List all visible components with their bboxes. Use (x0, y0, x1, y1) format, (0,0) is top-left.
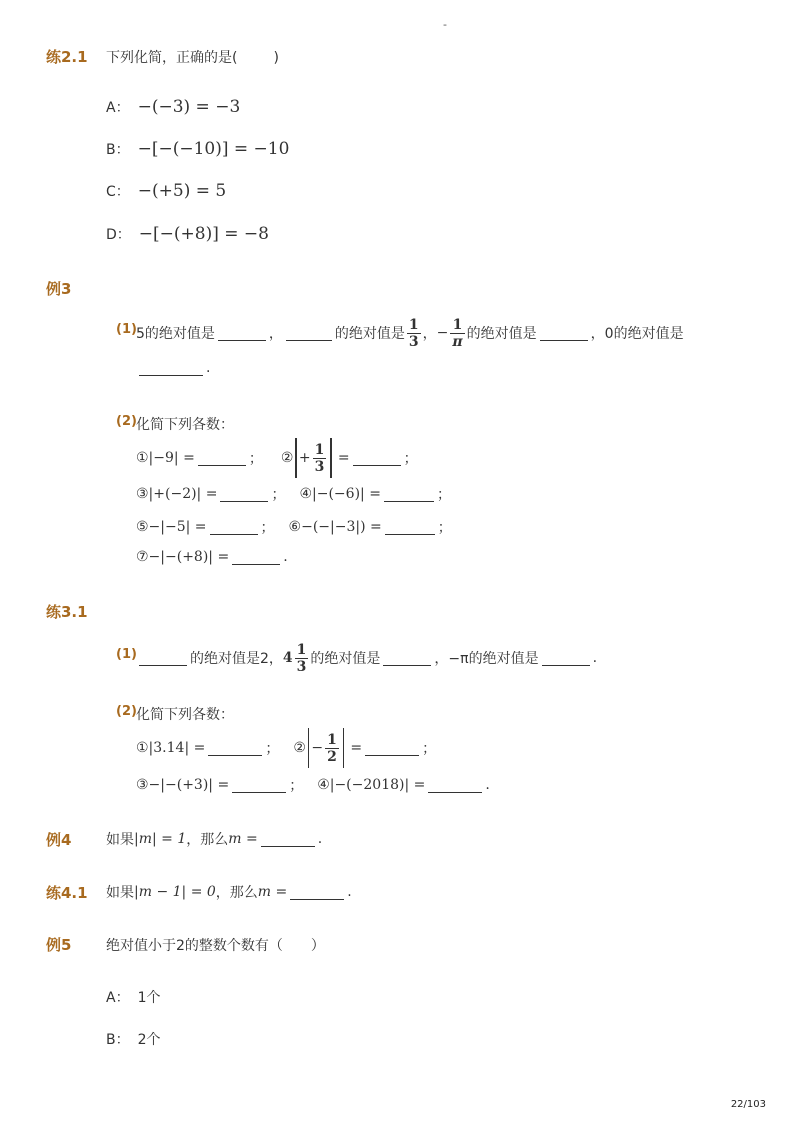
option-b[interactable] (106, 139, 289, 159)
item-6: ⑥−(−|−3|) = (288, 519, 382, 535)
example-3-row-1 (136, 437, 418, 479)
example-3-row-3 (136, 517, 452, 537)
period: . (347, 884, 352, 900)
math-expr: m = (257, 884, 288, 900)
text: ， (422, 326, 437, 342)
example-4-question (106, 829, 322, 849)
answer-blank[interactable] (232, 778, 286, 793)
option-expr: −[−(+8)] = −8 (138, 224, 269, 244)
abs-bar (343, 728, 345, 768)
exercise-3-1-row-2 (136, 775, 490, 795)
semicolon: ； (260, 520, 275, 536)
example-3-part-1 (136, 313, 684, 353)
item-3: ③−|−(+3)| = (136, 777, 230, 793)
semicolon: ； (265, 741, 280, 757)
answer-blank[interactable] (385, 520, 435, 535)
example-3-part-2-num: (2) (116, 414, 137, 429)
math-expr: |m| = 1 (134, 831, 187, 847)
example-3-row-2 (136, 484, 451, 504)
option-key: D： (106, 227, 131, 243)
answer-blank[interactable] (232, 550, 280, 565)
option-expr: −(−3) = −3 (137, 97, 241, 117)
example-4-label: 例4 (46, 831, 72, 849)
fraction (407, 317, 421, 350)
item-4: ④|−(−6)| = (299, 486, 381, 502)
period: . (283, 549, 288, 565)
text: 如果 (106, 885, 134, 901)
answer-blank[interactable] (542, 651, 590, 666)
exercise-3-1-part-2-intro: 化简下列各数： (136, 707, 234, 723)
text: ， (268, 326, 283, 342)
text: ，那么 (186, 832, 229, 848)
denominator: 3 (296, 658, 307, 675)
numerator: 1 (452, 316, 463, 333)
text: 的绝对值是 (310, 651, 381, 667)
fraction (313, 442, 327, 475)
semicolon: ； (289, 778, 304, 794)
abs-bar (330, 438, 332, 478)
item-2-marker: ② (280, 450, 294, 466)
text: 的绝对值是2， (190, 651, 283, 667)
option-a[interactable] (106, 97, 240, 117)
option-text: 1个 (137, 990, 161, 1006)
denominator: π (452, 333, 463, 350)
abs-bar (295, 438, 297, 478)
text: ，0的绝对值是 (590, 326, 684, 342)
period: . (317, 831, 323, 847)
numerator: 1 (408, 316, 419, 333)
plus-sign: + (298, 450, 311, 466)
example-5-question (106, 935, 325, 955)
numerator: 1 (314, 441, 325, 458)
denominator: 3 (408, 333, 419, 350)
item-1: ①|3.14| = (136, 740, 206, 756)
exercise-3-1-part-1-num: (1) (116, 647, 137, 662)
text: 的绝对值是 (466, 326, 537, 342)
answer-blank[interactable] (353, 451, 401, 466)
answer-blank[interactable] (261, 832, 315, 847)
answer-blank[interactable] (220, 487, 268, 502)
example-5-option-b[interactable] (106, 1029, 161, 1049)
answer-blank[interactable] (139, 651, 187, 666)
math-expr: |m − 1| = 0 (134, 884, 216, 900)
example-3-part-1-cont (136, 360, 210, 376)
numerator: 1 (327, 731, 337, 748)
option-expr: −(+5) = 5 (137, 181, 227, 201)
mixed-whole: 4 (282, 650, 293, 666)
fraction (325, 732, 339, 765)
example-5-label: 例5 (46, 936, 72, 954)
item-3: ③|+(−2)| = (136, 486, 218, 502)
period: . (592, 650, 598, 666)
numerator: 1 (296, 641, 307, 658)
option-text: 2个 (137, 1032, 161, 1048)
text: . (206, 360, 211, 376)
answer-blank[interactable] (365, 741, 419, 756)
abs-bar (308, 728, 310, 768)
top-mark: - (443, 18, 447, 31)
option-key: B： (106, 142, 130, 158)
option-key: A： (106, 990, 130, 1006)
item-2-marker: ② (293, 740, 306, 756)
semicolon: ； (422, 741, 437, 757)
text: ，那么 (215, 885, 258, 901)
answer-blank[interactable] (208, 741, 262, 756)
answer-blank[interactable] (210, 520, 258, 535)
answer-blank[interactable] (286, 326, 332, 341)
question-close-paren: ） (310, 938, 325, 954)
exercise-2-1-label: 练2.1 (46, 48, 88, 66)
denominator: 3 (314, 458, 325, 475)
option-key: C： (106, 184, 130, 200)
item-5: ⑤−|−5| = (136, 519, 207, 535)
option-key: A： (106, 100, 130, 116)
example-3-row-4 (136, 549, 288, 565)
question-close-paren: ) (273, 50, 279, 66)
item-4: ④|−(−2018)| = (317, 777, 426, 793)
answer-blank[interactable] (218, 326, 266, 341)
exercise-4-1-label: 练4.1 (46, 884, 88, 902)
fraction (295, 642, 309, 675)
answer-blank[interactable] (139, 361, 203, 376)
text: 5的绝对值是 (136, 326, 215, 342)
question-text: 下列化简，正确的是( (106, 50, 238, 66)
answer-blank[interactable] (428, 778, 482, 793)
exercise-2-1-question (106, 47, 279, 67)
answer-blank[interactable] (383, 651, 431, 666)
fraction (450, 317, 464, 350)
math-expr: m = (228, 831, 258, 847)
semicolon: ； (437, 520, 452, 536)
answer-blank[interactable] (384, 487, 434, 502)
equals: = (350, 740, 363, 756)
example-3-part-2-intro: 化简下列各数： (136, 417, 234, 433)
question-text: 绝对值小于2的整数个数有（ (106, 938, 283, 954)
semicolon: ； (248, 451, 263, 467)
exercise-4-1-question (106, 882, 352, 902)
option-expr: −[−(−10)] = −10 (137, 139, 290, 159)
minus-sign: − (436, 325, 449, 341)
answer-blank[interactable] (290, 885, 344, 900)
semicolon: ； (403, 451, 418, 467)
option-c[interactable] (106, 181, 226, 201)
item-1: ①|−9| = (136, 450, 195, 466)
page-number: 22/103 (730, 1099, 766, 1110)
exercise-3-1-label: 练3.1 (46, 603, 88, 621)
exercise-3-1-part-1 (136, 637, 597, 679)
option-d[interactable] (106, 224, 269, 244)
example-5-option-a[interactable] (106, 987, 161, 1007)
option-key: B： (106, 1032, 130, 1048)
item-7: ⑦−|−(+8)| = (136, 549, 230, 565)
answer-blank[interactable] (540, 326, 588, 341)
text: 如果 (106, 832, 134, 848)
minus-sign: − (311, 740, 324, 756)
period: . (485, 777, 490, 793)
semicolon: ； (436, 487, 451, 503)
answer-blank[interactable] (198, 451, 246, 466)
semicolon: ； (271, 487, 286, 503)
exercise-3-1-part-2-num: (2) (116, 704, 137, 719)
example-3-part-1-num: (1) (116, 322, 137, 337)
denominator: 2 (327, 748, 337, 765)
equals: = (337, 450, 350, 466)
example-3-label: 例3 (46, 280, 72, 298)
text: ，−π的绝对值是 (434, 651, 539, 667)
text: 的绝对值是 (334, 326, 405, 342)
exercise-3-1-row-1 (136, 727, 436, 769)
